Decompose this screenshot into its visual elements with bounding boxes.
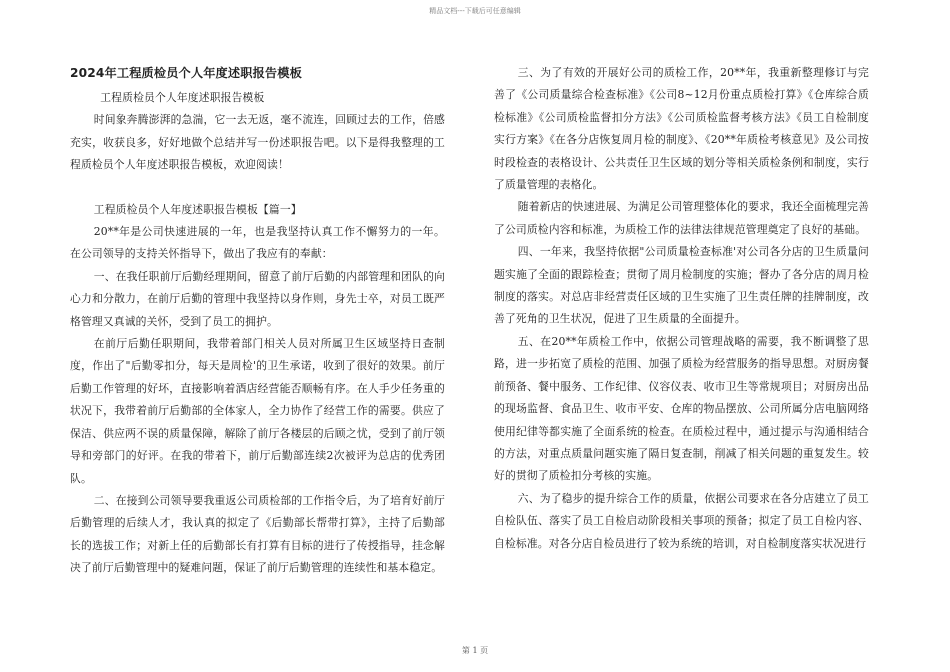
right-column [494, 62, 869, 555]
paragraph: 四、一年来，我坚持依据"公司质量检查标准'对公司各分店的卫生质量问题实施了全面的跟踪检查；贯彻了周月检制度的实施；督办了各分店的周月检制度的落实。对总店非经营责任区域的卫生实施了卫生责任牌的挂牌制度，改善了死角的卫生状况，促进了卫生质量的全面提升。 [494, 245, 869, 326]
paragraph: 一、在我任职前厅后勤经理期间，留意了前厅后勤的内部管理和团队的向心力和分散力，在前厅后勤的管理中我坚持以身作则，身先士卒，对员工既严格管理又真诚的关怀，受到了员工的拥护。 [70, 269, 445, 328]
document-title: 2024年工程质检员个人年度述职报告模板 [70, 66, 302, 80]
left-column [70, 62, 445, 580]
spacer [70, 177, 445, 199]
page-number: 第 1 页 [461, 646, 489, 655]
intro-paragraph: 时间象奔腾澎湃的急湍，它一去无返，毫不流连，回顾过去的工作，倍感充实，收获良多，好好地做个总结并写一份述职报告吧。以下是得我整理的工程质检员个人年度述职报告模板，欢迎阅读！ [70, 113, 445, 172]
paragraph: 五、在20**年质检工作中，依据公司管理战略的需要，我不断调整了思路，进一步拓宽了质检的范围、加强了质检为经营服务的指导思想。对厨房餐前预备、餐中服务、工作纪律、仪容仪表、收市卫生等常规项目；对厨房出品的现场监督、食品卫生、收市平安、仓库的物品摆放、公司所属分店电脑网络使用纪律等都实施了全面系统的检查。在质检过程中，通过提示与沟通相结合的方法，对重点质量问题实施了隔日复查制，削减了相关问题的重复发生。较好的贯彻了质检扣分考核的实施。 [494, 334, 869, 483]
section-heading: 工程质检员个人年度述职报告模板【篇一】 [93, 202, 302, 216]
paragraph: 六、为了稳步的提升综合工作的质量，依据公司要求在各分店建立了员工自检队伍、落实了员工自检启动阶段相关事项的预备；拟定了员工自检内容、自检标准。对各分店自检员进行了较为系统的培训，对自检制度落实状况进行 [494, 491, 869, 550]
subtitle: 工程质检员个人年度述职报告模板 [100, 91, 265, 104]
paragraph: 在前厅后勤任职期间，我带着部门相关人员对所属卫生区域坚持日查制度，作出了"后勤零扣分，每天是周检'的卫生承诺，收到了很好的效果。前厅后勤工作管理的好坏，直接影响着酒店经营能否顺畅有序。在人手少任务重的状况下，我带着前厅后勤部的全体家人，全力协作了经营工作的需要。供应了保洁、供应两不误的质量保障，解除了前厅各楼层的后顾之忧，受到了前厅领导和旁部门的好评。在我的带着下，前厅后勤部连续2次被评为总店的优秀团队。 [70, 337, 445, 485]
paragraph: 随着新店的快速进展、为满足公司管理整体化的要求，我还全面梳理完善了公司质检内容和标准，为质检工作的法律法律规范管理奠定了良好的基础。 [494, 200, 869, 236]
header-note: 精品文档---下载后可任意编辑 [429, 7, 521, 15]
paragraph: 20**年是公司快速进展的一年，也是我坚持认真工作不懈努力的一年。在公司领导的支持关怀指导下，做出了我应有的奉献： [70, 225, 445, 261]
paragraph: 二、在接到公司领导要我重返公司质检部的工作指令后，为了培育好前厅后勤管理的后续人才，我认真的拟定了《后勤部长帮带打算》，主持了后勤部长的选拔工作；对新上任的后勤部长有打算有目标的进行了传授指导，挂念解决了前厅后勤管理中的疑难问题，保证了前厅后勤管理的连续性和基本稳定。 [70, 493, 445, 575]
paragraph: 三、为了有效的开展好公司的质检工作，20**年，我重新整理修订与完善了《公司质量综合检查标准》《公司8~12月份重点质检打算》《仓库综合质检标准》《公司质检监督扣分方法》《公司质检监督考核方法》《员工自检制度实行方案》《在各分店恢复周月检的制度》、《20**年质检考核意见》及公司按时段检查的表格设计、公共责任卫生区域的划分等相关质检条例和制度，实行了质量管理的表格化。 [494, 66, 869, 192]
